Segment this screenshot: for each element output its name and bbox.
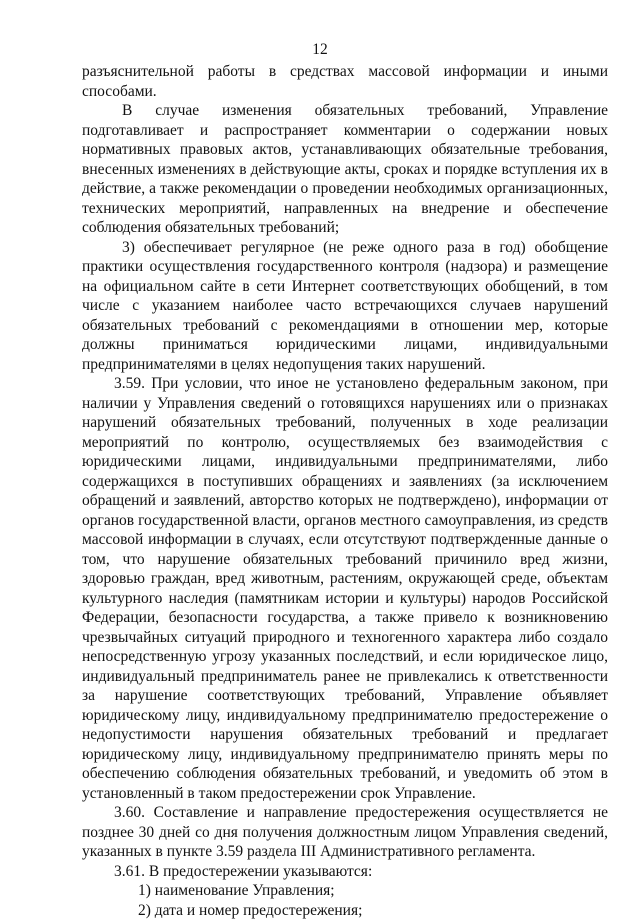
list-item-1: 1) наименование Управления;: [82, 881, 608, 901]
paragraph-commentary: В случае изменения обязательных требований, Управление подготавливает и распространяет комментарии о содержании новых нормативных правовых актов, устанавливающих обязательные требования, внесенных изменениях в действующие акты, сроках и порядке вступления их в действие, а также рекомендации о проведении необходимых организационных, технических мероприятий, направленных на внедрение и обеспечение соблюдения обязательных требований;: [82, 101, 608, 238]
paragraph-3-60: 3.60. Составление и направление предостережения осуществляется не позднее 30 дней со дня получения должностным лицом Управления сведений, указанных в пункте 3.59 раздела III Административного регламента.: [82, 803, 608, 862]
paragraph-3-61: 3.61. В предостережении указываются:: [82, 862, 608, 882]
page-number: 12: [0, 41, 640, 59]
list-item-2: 2) дата и номер предостережения;: [82, 901, 608, 920]
paragraph-continuation: разъяснительной работы в средствах массовой информации и иными способами.: [82, 62, 608, 101]
paragraph-item-3: 3) обеспечивает регулярное (не реже одного раза в год) обобщение практики осуществления государственного контроля (надзора) и размещение на официальном сайте в сети Интернет соответствующих обобщений, в том числе с указанием наиболее часто встречающихся случаев нарушений обязательных требований с рекомендациями в отношении мер, которые должны приниматься юридическими лицами, индивидуальными предпринимателями в целях недопущения таких нарушений.: [82, 238, 608, 375]
paragraph-3-59: 3.59. При условии, что иное не установлено федеральным законом, при наличии у Управления сведений о готовящихся нарушениях или о признаках нарушений обязательных требований, полученных в ходе реализации мероприятий по контролю, осуществляемых без взаимодействия с юридическими лицами, индивидуальными предпринимателями, либо содержащихся в поступивших обращениях и заявлениях (за исключением обращений и заявлений, авторство которых не подтверждено), информации от органов государственной власти, органов местного самоуправления, из средств массовой информации в случаях, если отсутствуют подтвержденные данные о том, что нарушение обязательных требований причинило вред жизни, здоровью граждан, вред животным, растениям, окружающей среде, объектам культурного наследия (памятникам истории и культуры) народов Российской Федерации, безопасности государства, а также привело к возникновению чрезвычайных ситуаций природного и техногенного характера либо создало непосредственную угрозу указанных последствий, и если юридическое лицо, индивидуальный предприниматель ранее не привлекались к ответственности за нарушение соответствующих требований, Управление объявляет юридическому лицу, индивидуальному предпринимателю предостережение о недопустимости нарушения обязательных требований и предлагает юридическому лицу, индивидуальному предпринимателю принять меры по обеспечению соблюдения обязательных требований, и уведомить об этом в установленный в таком предостережении срок Управление.: [82, 374, 608, 803]
document-body: [82, 62, 608, 920]
